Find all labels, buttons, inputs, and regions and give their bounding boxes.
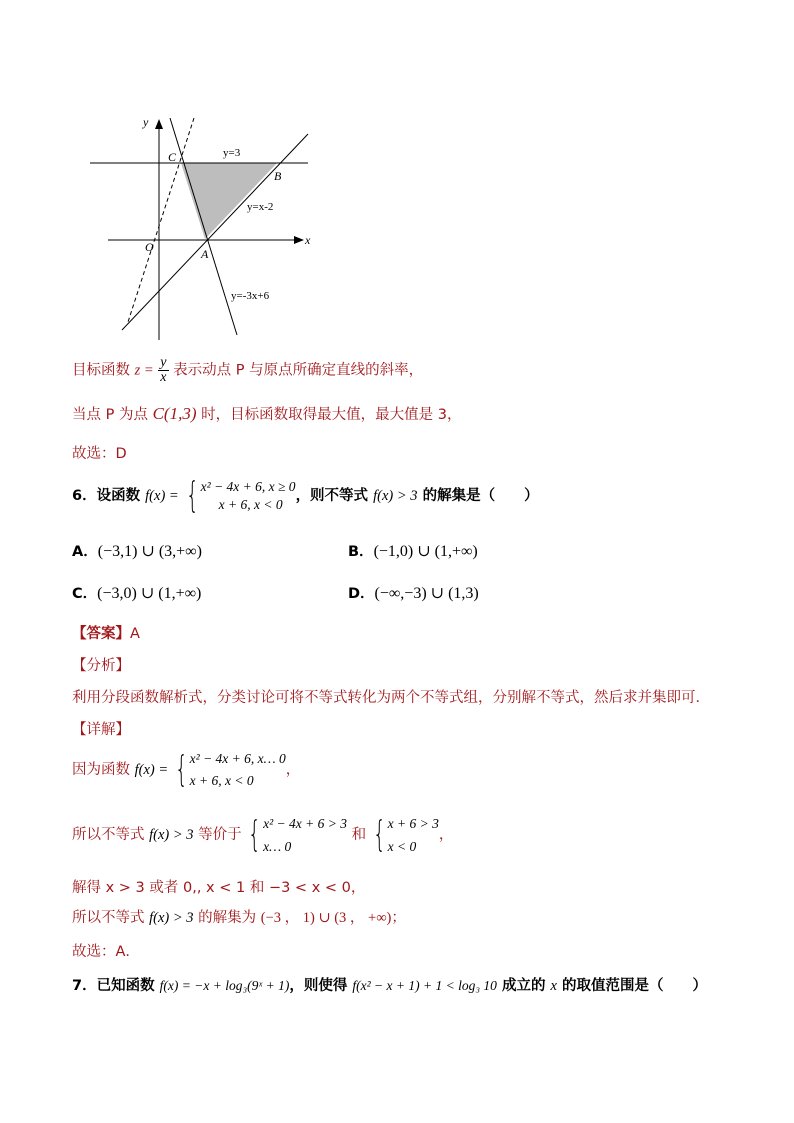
option-value: (−3,0) ∪ (1,+∞)	[97, 585, 202, 602]
text: 的解集是（ ）	[417, 488, 539, 504]
label-y-equals-x-minus-2: y=x-2	[247, 201, 274, 213]
text: 的取值范围是（ ）	[556, 978, 708, 994]
text: 所以不等式	[72, 827, 150, 843]
text: ，则不等式	[295, 488, 374, 504]
variable-x: x	[550, 978, 557, 994]
label-B: B	[274, 169, 282, 183]
case-2: x + 6, x < 0	[189, 773, 254, 788]
inequality: f(x) > 3	[149, 827, 194, 843]
q7-number: 7．	[72, 978, 97, 994]
option-C[interactable]	[72, 582, 201, 603]
q6-number: 6．	[72, 488, 97, 504]
brace: {	[248, 814, 261, 855]
sys1-b: x… 0	[263, 839, 292, 854]
label-y-equals-3: y=3	[223, 147, 241, 159]
inequality: f(x) > 3	[149, 910, 194, 926]
option-label: D．	[348, 586, 375, 602]
case-1: x² − 4x + 6, x ≥ 0	[200, 479, 296, 494]
option-label: A．	[72, 544, 98, 560]
answer-line	[72, 622, 140, 643]
x-axis-arrow	[294, 236, 304, 244]
option-B[interactable]	[348, 540, 478, 561]
analysis-text: 利用分段函数解析式，分类讨论可将不等式转化为两个不等式组，分别解不等式，然后求并集即可．	[72, 690, 710, 706]
dashed-line-through-origin	[128, 118, 194, 322]
brace: {	[174, 749, 188, 790]
q7-stem	[72, 974, 707, 995]
detail-tag: 【详解】	[72, 722, 130, 738]
inequality: f(x) > 3	[373, 488, 418, 504]
text: 成立的	[496, 978, 551, 994]
text: ，则使得	[289, 978, 353, 994]
label-x: x	[305, 233, 311, 247]
text: ，	[285, 762, 301, 778]
option-label: C．	[72, 586, 98, 602]
solution-line-2	[72, 403, 461, 424]
analysis-tag: 【分析】	[72, 658, 130, 674]
cases	[190, 748, 286, 792]
case-2: x + 6, x < 0	[218, 497, 283, 512]
z-eq: z =	[134, 362, 154, 379]
system-1	[263, 812, 347, 858]
text: 已知函数	[96, 978, 160, 994]
label-y: y	[143, 115, 149, 129]
sys1-a: x² − 4x + 6 > 3	[263, 816, 348, 831]
text: 因为函数	[72, 762, 135, 778]
fraction-y-over-x	[158, 356, 168, 385]
label-y-equals-minus-3x-plus-6: y=-3x+6	[231, 290, 270, 302]
q6-stem	[72, 476, 539, 516]
option-value: (−3,1) ∪ (3,+∞)	[97, 543, 202, 560]
frac-num: y	[160, 355, 167, 370]
option-value: (−1,0) ∪ (1,+∞)	[373, 543, 478, 560]
option-A[interactable]	[72, 540, 202, 561]
detail-line-1	[72, 748, 300, 792]
text: ，	[438, 827, 454, 843]
text: 当点 P 为点	[72, 407, 153, 423]
label-A: A	[201, 247, 209, 261]
detail-line-2	[72, 812, 453, 858]
solution-set: (−3 ， 1) ∪ (3 ， +∞)	[260, 910, 392, 926]
fx: f(x) =	[134, 762, 169, 778]
brace: {	[185, 475, 199, 516]
text: 设函数	[96, 488, 146, 504]
text: 的解集为	[193, 910, 261, 926]
cases	[201, 478, 296, 514]
label-O: O	[145, 240, 154, 254]
option-value: (−∞,−3) ∪ (1,3)	[374, 585, 479, 602]
solution-choice: 故选：D	[72, 446, 127, 462]
sys2-b: x < 0	[387, 839, 417, 854]
fx: f(x) =	[145, 488, 179, 504]
case-1: x² − 4x + 6, x… 0	[189, 751, 286, 766]
detail-line-3: 解得 x > 3 或者 0,, x < 1 和 −3 < x < 0，	[72, 880, 366, 896]
frac-den: x	[160, 370, 167, 385]
text: 时，目标函数取得最大值，最大值是 3，	[196, 407, 462, 423]
inequality: f(x² − x + 1) + 1 < log₃ 10	[352, 978, 497, 993]
answer-value: A	[130, 626, 140, 642]
label-C: C	[168, 150, 177, 164]
system-2	[388, 812, 439, 858]
linear-programming-figure	[86, 110, 326, 342]
text: 等价于	[193, 827, 247, 843]
sys2-a: x + 6 > 3	[387, 816, 439, 831]
text: ；	[391, 910, 406, 926]
text: 表示动点 P 与原点所确定直线的斜率，	[168, 362, 424, 379]
function-def: f(x) = −x + log₃(9ˣ + 1)	[159, 978, 290, 993]
solution-line-1	[72, 356, 423, 385]
detail-line-4	[72, 906, 406, 927]
option-D[interactable]	[348, 582, 479, 603]
text: 和	[347, 827, 371, 843]
point-C: C(1,3)	[152, 404, 197, 423]
text: 所以不等式	[72, 910, 150, 926]
brace: {	[372, 814, 386, 855]
detail-line-5: 故选：A．	[72, 944, 140, 960]
option-label: B．	[348, 544, 374, 560]
answer-tag: 【答案】	[72, 626, 130, 642]
text: 目标函数	[72, 362, 135, 379]
y-axis-arrow	[155, 119, 163, 129]
